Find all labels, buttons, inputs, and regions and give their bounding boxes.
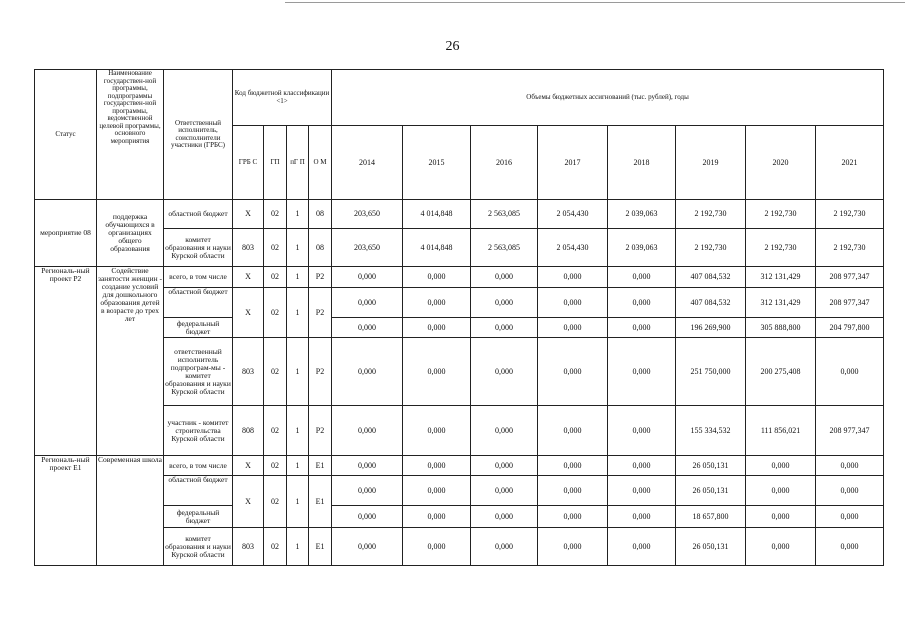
value-cell: 2 039,063 [608, 200, 676, 229]
value-cell: 204 797,800 [816, 318, 884, 338]
code-cell: 02 [264, 456, 287, 476]
value-cell: 2 563,085 [471, 200, 538, 229]
value-cell: 0,000 [332, 406, 403, 456]
code-cell: Х [233, 267, 264, 288]
code-cell: 02 [264, 288, 287, 338]
name-cell: поддержка обучающихся в организациях общего образования [97, 200, 164, 267]
code-cell: 1 [287, 267, 309, 288]
value-cell: 0,000 [332, 456, 403, 476]
code-col-pgp: пГ П [287, 126, 309, 200]
year-header: 2017 [538, 126, 608, 200]
value-cell: 26 050,131 [676, 456, 746, 476]
value-cell: 0,000 [403, 288, 471, 318]
value-cell: 0,000 [538, 318, 608, 338]
value-cell: 0,000 [332, 318, 403, 338]
value-cell: 0,000 [332, 528, 403, 566]
code-cell: Е1 [309, 528, 332, 566]
value-cell: 2 563,085 [471, 229, 538, 267]
code-cell: 803 [233, 229, 264, 267]
executor-cell: участник - комитет строительства Курской области [164, 406, 233, 456]
executor-cell: федеральный бюджет [164, 506, 233, 528]
value-cell: 0,000 [471, 267, 538, 288]
executor-cell: всего, в том числе [164, 267, 233, 288]
value-cell: 0,000 [471, 506, 538, 528]
value-cell: 0,000 [403, 267, 471, 288]
code-cell: Х [233, 200, 264, 229]
value-cell: 0,000 [746, 506, 816, 528]
value-cell: 0,000 [608, 288, 676, 318]
value-cell: 0,000 [471, 406, 538, 456]
status-cell: Региональ-ный проект Р2 [35, 267, 97, 456]
executor-cell: всего, в том числе [164, 456, 233, 476]
value-cell: 0,000 [471, 528, 538, 566]
name-cell: Современная школа [97, 456, 164, 566]
code-cell: 803 [233, 528, 264, 566]
value-cell: 111 856,021 [746, 406, 816, 456]
top-rule [285, 2, 905, 3]
value-cell: 0,000 [538, 338, 608, 406]
code-cell: 02 [264, 267, 287, 288]
value-cell: 0,000 [332, 338, 403, 406]
code-col-om: О М [309, 126, 332, 200]
value-cell: 2 192,730 [676, 229, 746, 267]
value-cell: 0,000 [403, 506, 471, 528]
code-cell: Е1 [309, 476, 332, 528]
value-cell: 26 050,131 [676, 528, 746, 566]
header-row-1 [35, 70, 884, 126]
name-cell: Содействие занятости женщин - создание условий для дошкольного образования детей в возрасте до трех лет [97, 267, 164, 456]
value-cell: 0,000 [403, 528, 471, 566]
code-cell: Р2 [309, 267, 332, 288]
code-cell: 08 [309, 200, 332, 229]
value-cell: 0,000 [403, 476, 471, 506]
value-cell: 312 131,429 [746, 267, 816, 288]
value-cell: 2 054,430 [538, 229, 608, 267]
status-cell: мероприятие 08 [35, 200, 97, 267]
code-cell: 02 [264, 406, 287, 456]
code-cell: 1 [287, 528, 309, 566]
status-cell: Региональ-ный проект Е1 [35, 456, 97, 566]
value-cell: 0,000 [538, 528, 608, 566]
year-header: 2016 [471, 126, 538, 200]
value-cell: 2 039,063 [608, 229, 676, 267]
value-cell: 0,000 [538, 476, 608, 506]
code-cell: 1 [287, 406, 309, 456]
code-cell: 1 [287, 288, 309, 338]
value-cell: 2 054,430 [538, 200, 608, 229]
value-cell: 2 192,730 [816, 200, 884, 229]
value-cell: 2 192,730 [676, 200, 746, 229]
value-cell: 0,000 [816, 476, 884, 506]
code-cell: 808 [233, 406, 264, 456]
code-cell: Х [233, 456, 264, 476]
code-cell: 803 [233, 338, 264, 406]
executor-cell: областной бюджет [164, 288, 233, 318]
code-cell: Х [233, 476, 264, 528]
value-cell: 0,000 [538, 456, 608, 476]
value-cell: 0,000 [608, 506, 676, 528]
budget-code-header: Код бюджетной классификации <1> [233, 70, 332, 126]
code-cell: Р2 [309, 406, 332, 456]
table-row [35, 456, 884, 476]
value-cell: 312 131,429 [746, 288, 816, 318]
value-cell: 0,000 [471, 476, 538, 506]
year-header: 2018 [608, 126, 676, 200]
year-header: 2020 [746, 126, 816, 200]
executor-cell: ответственный исполнитель подпрограм-мы - комитет образования и науки Курской области [164, 338, 233, 406]
executor-cell: комитет образования и науки Курской области [164, 229, 233, 267]
code-cell: Е1 [309, 456, 332, 476]
budget-table [34, 69, 884, 566]
code-cell: 02 [264, 229, 287, 267]
value-cell: 0,000 [538, 267, 608, 288]
value-cell: 0,000 [538, 506, 608, 528]
value-cell: 0,000 [816, 528, 884, 566]
value-cell: 208 977,347 [816, 267, 884, 288]
value-cell: 0,000 [471, 318, 538, 338]
value-cell: 196 269,900 [676, 318, 746, 338]
value-cell: 0,000 [332, 288, 403, 318]
code-cell: 1 [287, 200, 309, 229]
value-cell: 0,000 [332, 267, 403, 288]
value-cell: 0,000 [403, 318, 471, 338]
value-cell: 0,000 [471, 288, 538, 318]
year-header: 2019 [676, 126, 746, 200]
value-cell: 0,000 [608, 456, 676, 476]
code-cell: 1 [287, 456, 309, 476]
year-header: 2015 [403, 126, 471, 200]
value-cell: 0,000 [746, 456, 816, 476]
value-cell: 2 192,730 [746, 200, 816, 229]
value-cell: 0,000 [332, 506, 403, 528]
value-cell: 208 977,347 [816, 406, 884, 456]
value-cell: 2 192,730 [746, 229, 816, 267]
code-cell: 02 [264, 200, 287, 229]
value-cell: 0,000 [403, 406, 471, 456]
page-number: 26 [445, 39, 460, 54]
value-cell: 305 888,800 [746, 318, 816, 338]
value-cell: 203,650 [332, 200, 403, 229]
value-cell: 0,000 [816, 456, 884, 476]
year-header: 2021 [816, 126, 884, 200]
value-cell: 0,000 [471, 338, 538, 406]
value-cell: 0,000 [538, 288, 608, 318]
code-cell: 1 [287, 229, 309, 267]
code-cell: 1 [287, 338, 309, 406]
executor-header: Ответственный исполнитель, соисполнители участники (ГРБС) [164, 70, 233, 200]
code-col-grbs: ГРБ С [233, 126, 264, 200]
table-row [35, 267, 884, 288]
value-cell: 0,000 [608, 406, 676, 456]
value-cell: 407 084,532 [676, 267, 746, 288]
value-cell: 0,000 [746, 476, 816, 506]
value-cell: 0,000 [332, 476, 403, 506]
code-cell: 02 [264, 338, 287, 406]
value-cell: 200 275,408 [746, 338, 816, 406]
name-header: Наименование государствен-ной программы, подпрограммы государствен-ной программы, ведомственной целевой программы, основного мероприятия [97, 70, 164, 200]
value-cell: 0,000 [608, 528, 676, 566]
value-cell: 18 657,800 [676, 506, 746, 528]
value-cell: 208 977,347 [816, 288, 884, 318]
year-header: 2014 [332, 126, 403, 200]
value-cell: 203,650 [332, 229, 403, 267]
executor-cell: областной бюджет [164, 200, 233, 229]
value-cell: 0,000 [608, 267, 676, 288]
value-cell: 251 750,000 [676, 338, 746, 406]
code-cell: 02 [264, 476, 287, 528]
value-cell: 26 050,131 [676, 476, 746, 506]
code-cell: Х [233, 288, 264, 338]
table-row [35, 200, 884, 229]
code-cell: Р2 [309, 338, 332, 406]
value-cell: 0,000 [403, 456, 471, 476]
volumes-header: Объемы бюджетных ассигнований (тыс. рублей), годы [332, 70, 884, 126]
value-cell: 2 192,730 [816, 229, 884, 267]
executor-cell: федеральный бюджет [164, 318, 233, 338]
value-cell: 0,000 [403, 338, 471, 406]
code-cell: Р2 [309, 288, 332, 338]
status-header: Статус [35, 70, 97, 200]
value-cell: 0,000 [608, 318, 676, 338]
code-cell: 08 [309, 229, 332, 267]
executor-cell: комитет образования и науки Курской области [164, 528, 233, 566]
value-cell: 0,000 [746, 528, 816, 566]
value-cell: 0,000 [816, 338, 884, 406]
value-cell: 0,000 [471, 456, 538, 476]
code-col-gp: ГП [264, 126, 287, 200]
code-cell: 1 [287, 476, 309, 528]
value-cell: 0,000 [538, 406, 608, 456]
value-cell: 407 084,532 [676, 288, 746, 318]
executor-cell: областной бюджет [164, 476, 233, 506]
value-cell: 4 014,848 [403, 200, 471, 229]
value-cell: 4 014,848 [403, 229, 471, 267]
value-cell: 0,000 [608, 338, 676, 406]
value-cell: 0,000 [608, 476, 676, 506]
value-cell: 155 334,532 [676, 406, 746, 456]
value-cell: 0,000 [816, 506, 884, 528]
code-cell: 02 [264, 528, 287, 566]
